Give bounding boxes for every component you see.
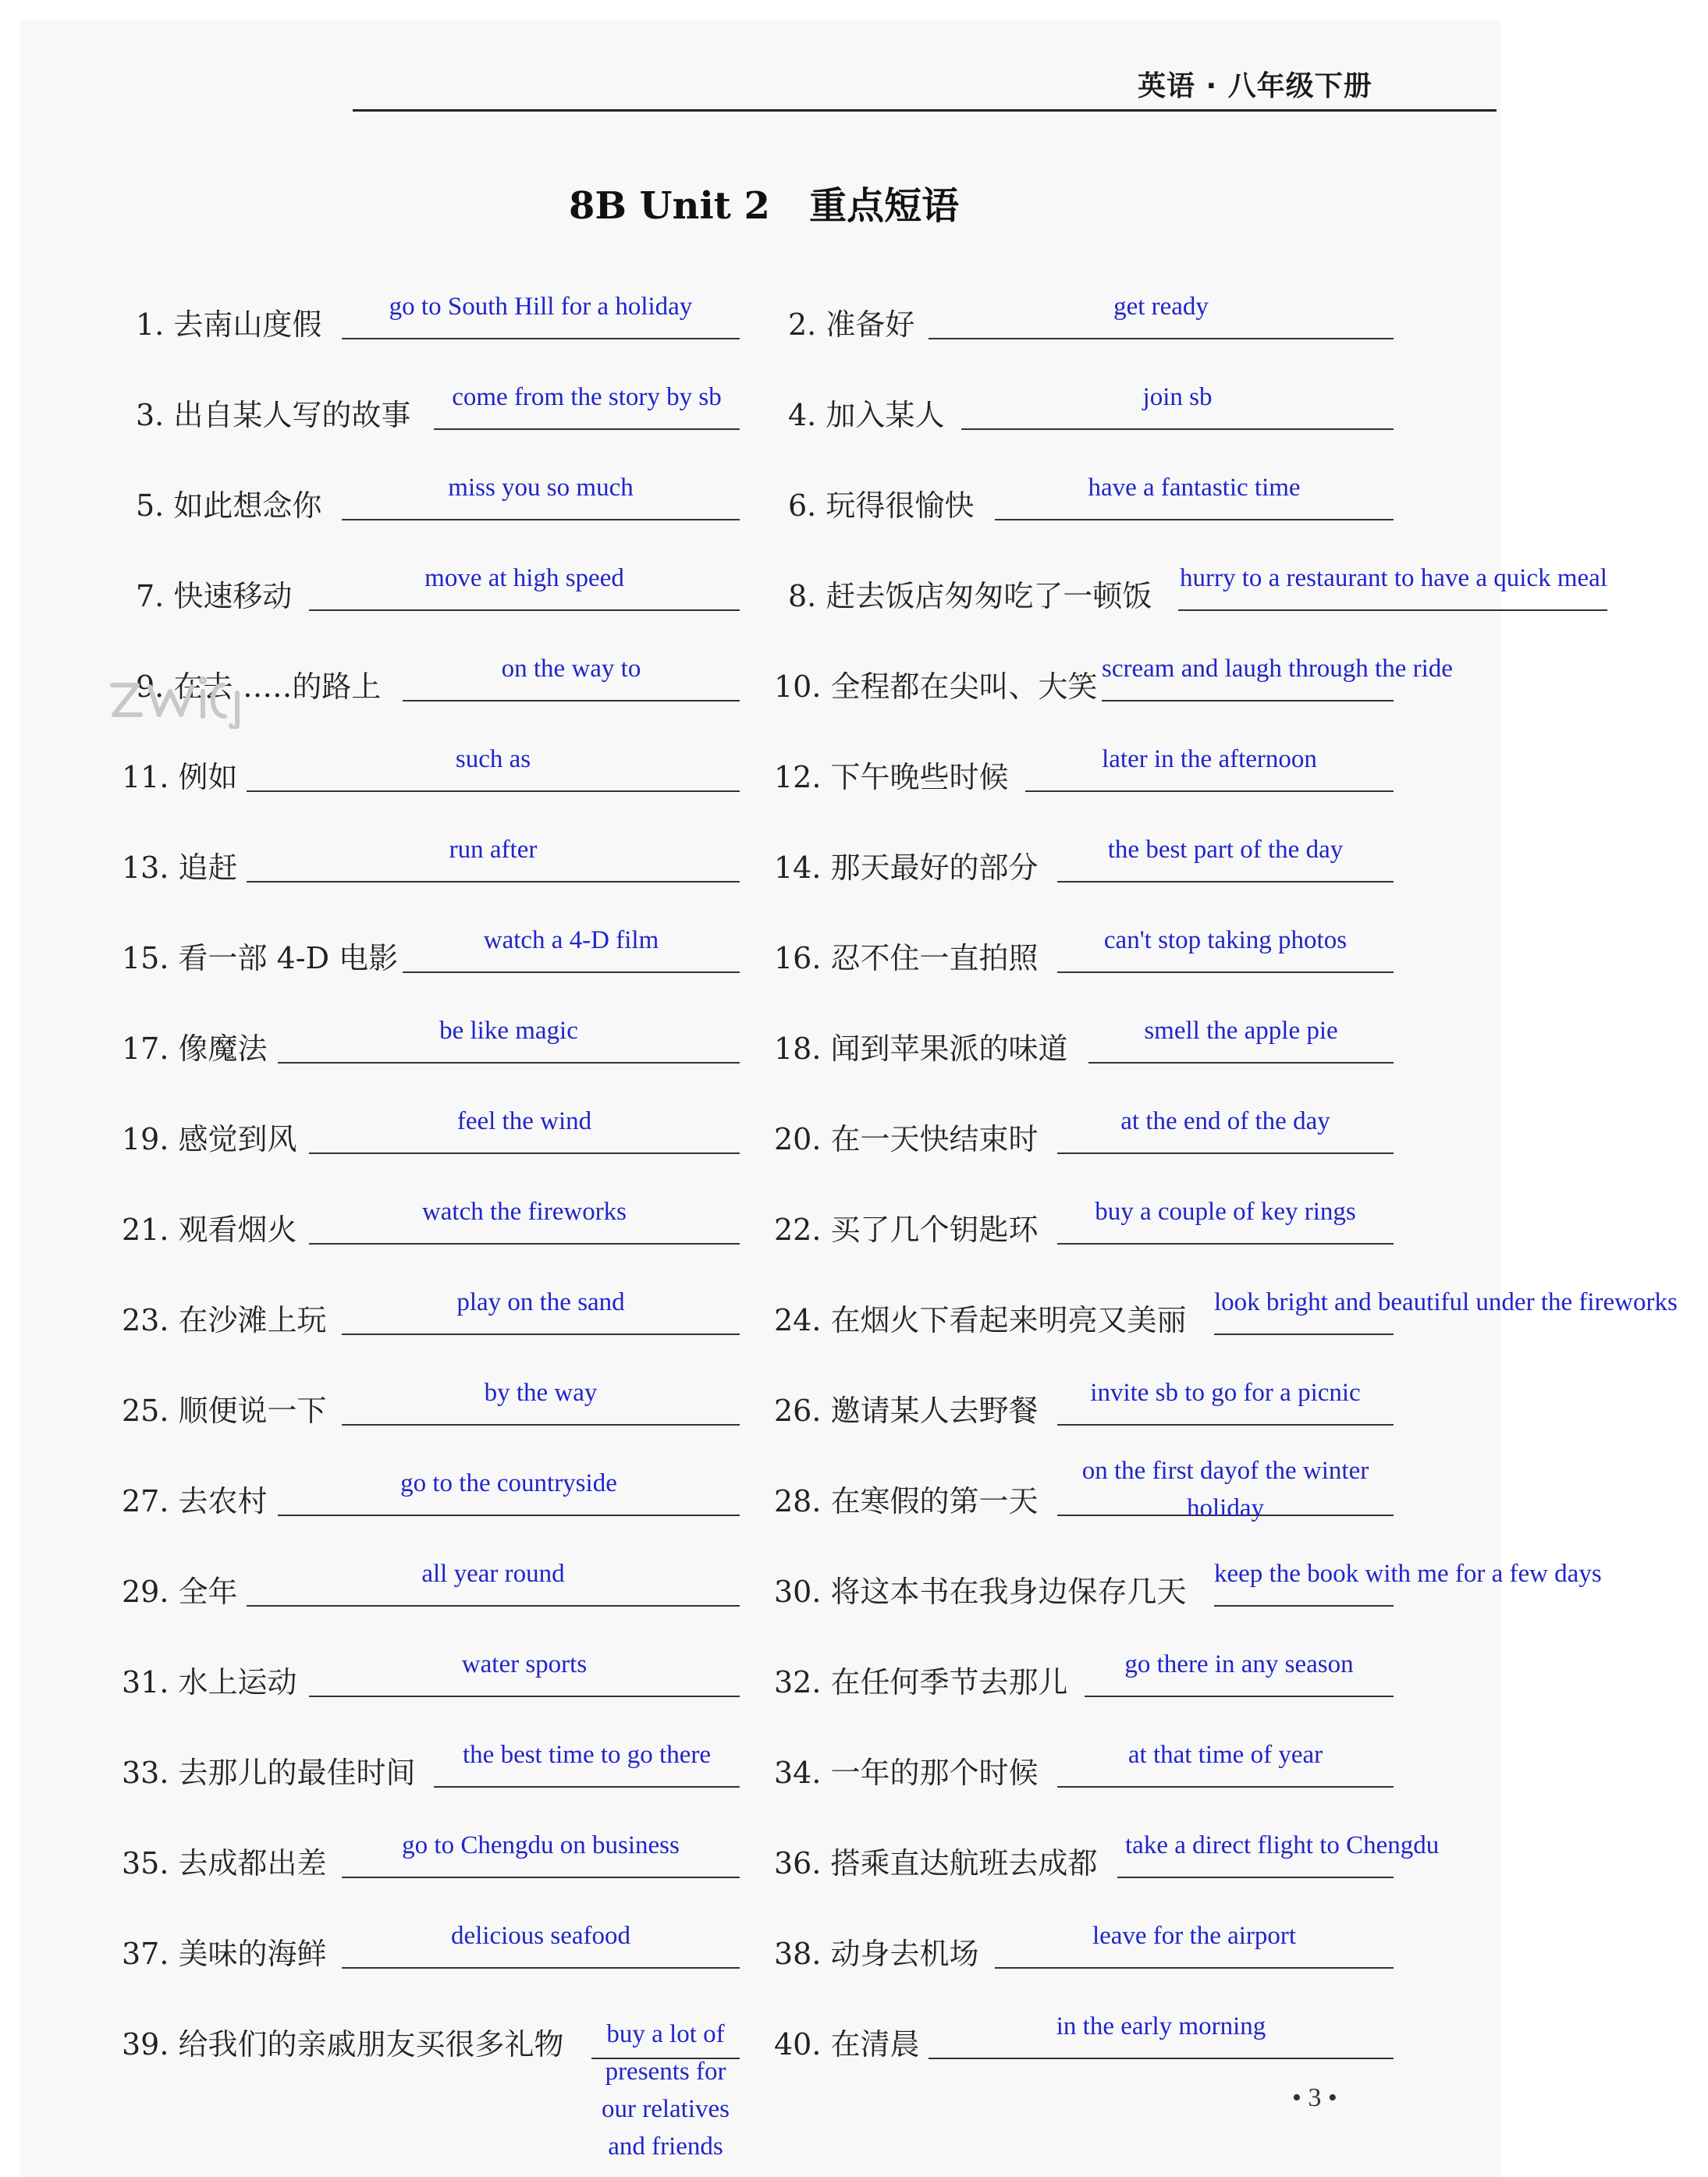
answer-blank-line — [1057, 1243, 1394, 1245]
phrase-chinese-prompt: 9. 在去……的路上 — [136, 669, 382, 704]
answer-blank-line — [342, 1424, 740, 1426]
answer-text: hurry to a restaurant to have a quick meal — [1180, 564, 1607, 592]
phrase-chinese-prompt: 27. 去农村 — [122, 1484, 268, 1518]
phrase-chinese-prompt: 38. 动身去机场 — [774, 1937, 979, 1971]
answer-text: smell the apple pie — [1144, 1017, 1338, 1045]
answer-blank-line — [1178, 609, 1607, 611]
phrase-chinese-prompt: 20. 在一天快结束时 — [774, 1122, 1039, 1156]
answer-text: keep the book with me for a few days — [1214, 1560, 1602, 1588]
phrase-chinese-prompt: 7. 快速移动 — [136, 579, 293, 613]
phrase-chinese-prompt: 4. 加入某人 — [788, 398, 945, 432]
answer-blank-line — [247, 1605, 740, 1607]
answer-blank-line — [929, 338, 1394, 339]
phrase-chinese-prompt: 14. 那天最好的部分 — [774, 851, 1039, 885]
phrase-chinese-prompt: 5. 如此想念你 — [136, 488, 322, 523]
answer-text: move at high speed — [424, 564, 624, 592]
phrase-chinese-prompt: 10. 全程都在尖叫、大笑 — [774, 669, 1098, 704]
page-number: • 3 • — [1292, 2083, 1337, 2112]
phrase-chinese-prompt: 37. 美味的海鲜 — [122, 1937, 327, 1971]
answer-text: join sb — [1142, 383, 1213, 411]
answer-blank-line — [434, 1786, 740, 1788]
answer-blank-line — [929, 2058, 1394, 2059]
page-title: 8B Unit 2 重点短语 — [569, 184, 960, 228]
answer-text: miss you so much — [448, 474, 634, 502]
phrase-chinese-prompt: 8. 赶去饭店匆匆吃了一顿饭 — [788, 579, 1152, 613]
answer-text: have a fantastic time — [1088, 474, 1301, 502]
answer-text: look bright and beautiful under the fireworks — [1214, 1288, 1678, 1316]
phrase-chinese-prompt: 11. 例如 — [122, 760, 238, 794]
answer-blank-line — [1057, 1152, 1394, 1154]
answer-blank-line — [1117, 1877, 1394, 1878]
phrase-chinese-prompt: 35. 去成都出差 — [122, 1846, 327, 1880]
answer-text: on the way to — [501, 655, 641, 683]
phrase-chinese-prompt: 29. 全年 — [122, 1575, 238, 1609]
answer-blank-line — [1057, 1424, 1394, 1426]
phrase-chinese-prompt: 24. 在烟火下看起来明亮又美丽 — [774, 1303, 1187, 1337]
answer-text: in the early morning — [1056, 2012, 1266, 2040]
answer-blank-line — [342, 1967, 740, 1969]
phrase-chinese-prompt: 18. 闻到苹果派的味道 — [774, 1032, 1068, 1066]
phrase-chinese-prompt: 2. 准备好 — [788, 307, 915, 342]
phrase-chinese-prompt: 6. 玩得很愉快 — [788, 488, 975, 523]
answer-text: the best part of the day — [1107, 836, 1344, 864]
answer-blank-line — [1057, 971, 1394, 973]
phrase-chinese-prompt: 13. 追赶 — [122, 851, 238, 885]
answer-text: take a direct flight to Chengdu — [1125, 1831, 1440, 1859]
phrase-chinese-prompt: 17. 像魔法 — [122, 1032, 268, 1066]
answer-text: on the first dayof the winter holiday — [1081, 1457, 1369, 1522]
answer-text: feel the wind — [456, 1107, 592, 1135]
answer-text: watch a 4-D film — [483, 926, 659, 954]
answer-blank-line — [995, 519, 1394, 520]
phrase-chinese-prompt: 36. 搭乘直达航班去成都 — [774, 1846, 1098, 1880]
phrase-chinese-prompt: 30. 将这本书在我身边保存几天 — [774, 1575, 1187, 1609]
phrase-chinese-prompt: 16. 忍不住一直拍照 — [774, 941, 1039, 975]
answer-blank-line — [1057, 1786, 1394, 1788]
answer-text: buy a couple of key rings — [1095, 1198, 1356, 1226]
answer-blank-line — [961, 428, 1394, 430]
phrase-chinese-prompt: 34. 一年的那个时候 — [774, 1756, 1039, 1790]
phrase-chinese-prompt: 25. 顺便说一下 — [122, 1394, 327, 1428]
answer-text: go to South Hill for a holiday — [389, 293, 693, 321]
answer-blank-line — [342, 1877, 740, 1878]
answer-blank-line — [309, 1152, 740, 1154]
phrase-chinese-prompt: 33. 去那儿的最佳时间 — [122, 1756, 416, 1790]
answer-blank-line — [342, 519, 740, 520]
answer-blank-line — [434, 428, 740, 430]
phrase-chinese-prompt: 12. 下午晚些时候 — [774, 760, 1009, 794]
phrase-chinese-prompt: 3. 出自某人写的故事 — [136, 398, 411, 432]
phrase-chinese-prompt: 40. 在清晨 — [774, 2027, 920, 2062]
answer-blank-line — [247, 790, 740, 792]
book-header-title: 英语 · 八年级下册 — [1138, 70, 1372, 102]
answer-text: invite sb to go for a picnic — [1090, 1379, 1361, 1407]
answer-text: by the way — [484, 1379, 598, 1407]
answer-text: at that time of year — [1127, 1741, 1323, 1769]
answer-text: such as — [455, 745, 531, 773]
phrase-chinese-prompt: 32. 在任何季节去那儿 — [774, 1665, 1068, 1699]
answer-text: later in the afternoon — [1102, 745, 1317, 773]
answer-blank-line — [278, 1515, 740, 1516]
answer-blank-line — [1088, 1062, 1394, 1064]
phrase-chinese-prompt: 1. 去南山度假 — [136, 307, 322, 342]
answer-text: scream and laugh through the ride — [1102, 655, 1453, 683]
answer-text: go to Chengdu on business — [402, 1831, 680, 1859]
answer-text: buy a lot of presents for our relatives and friends — [601, 2020, 730, 2161]
header-rule — [353, 109, 1497, 112]
answer-text: go to the countryside — [400, 1469, 617, 1497]
phrase-chinese-prompt: 39. 给我们的亲戚朋友买很多礼物 — [122, 2027, 564, 2062]
answer-text: be like magic — [439, 1017, 578, 1045]
phrase-chinese-prompt: 21. 观看烟火 — [122, 1213, 297, 1247]
answer-blank-line — [1057, 881, 1394, 883]
answer-text: at the end of the day — [1120, 1107, 1330, 1135]
answer-blank-line — [309, 609, 740, 611]
answer-blank-line — [278, 1062, 740, 1064]
answer-text: play on the sand — [456, 1288, 625, 1316]
phrase-chinese-prompt: 22. 买了几个钥匙环 — [774, 1213, 1039, 1247]
answer-blank-line — [1085, 1696, 1394, 1697]
answer-blank-line — [309, 1243, 740, 1245]
answer-blank-line — [1025, 790, 1394, 792]
answer-text: watch the fireworks — [421, 1198, 627, 1226]
answer-text: can't stop taking photos — [1103, 926, 1348, 954]
answer-text: go there in any season — [1124, 1650, 1354, 1678]
answer-blank-line — [309, 1696, 740, 1697]
answer-text: the best time to go there — [463, 1741, 711, 1769]
phrase-chinese-prompt: 23. 在沙滩上玩 — [122, 1303, 327, 1337]
answer-blank-line — [342, 1334, 740, 1335]
answer-text: come from the story by sb — [452, 383, 722, 411]
answer-blank-line — [342, 338, 740, 339]
watermark-logo — [106, 654, 293, 729]
answer-blank-line — [403, 700, 740, 701]
answer-text: water sports — [461, 1650, 588, 1678]
phrase-chinese-prompt: 31. 水上运动 — [122, 1665, 297, 1699]
phrase-chinese-prompt: 15. 看一部 4-D 电影 — [122, 941, 399, 975]
answer-text: delicious seafood — [450, 1922, 631, 1950]
answer-text: get ready — [1113, 293, 1209, 321]
answer-text: all year round — [421, 1560, 565, 1588]
answer-text: leave for the airport — [1092, 1922, 1297, 1950]
answer-blank-line — [1102, 700, 1394, 701]
answer-text: run after — [449, 836, 538, 864]
phrase-chinese-prompt: 28. 在寒假的第一天 — [774, 1484, 1039, 1518]
phrase-chinese-prompt: 26. 邀请某人去野餐 — [774, 1394, 1039, 1428]
phrase-chinese-prompt: 19. 感觉到风 — [122, 1122, 297, 1156]
answer-blank-line — [995, 1967, 1394, 1969]
answer-blank-line — [1214, 1334, 1394, 1335]
answer-blank-line — [1214, 1605, 1394, 1607]
answer-blank-line — [403, 971, 740, 973]
answer-blank-line — [247, 881, 740, 883]
